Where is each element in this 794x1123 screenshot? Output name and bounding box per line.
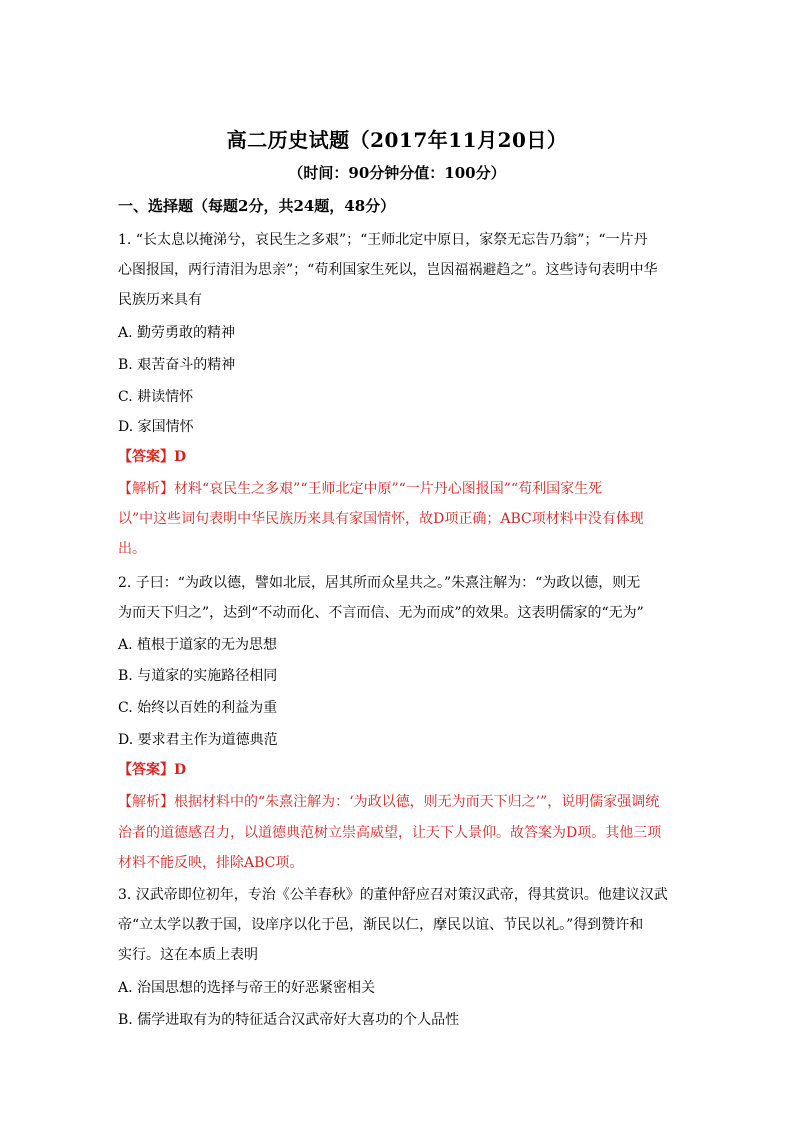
q1-stem-line: 心图报国，两行清泪为思亲”；“苟利国家生死以，岂因福祸避趋之”。这些诗句表明中华 (118, 262, 658, 278)
q2-option-b: B. 与道家的实施路径相同 (118, 668, 278, 684)
q1-answer: 【答案】D (118, 449, 187, 465)
q3-option-b: B. 儒学进取有为的特征适合汉武帝好大喜功的个人品性 (118, 1012, 460, 1028)
q2-analysis-line: 材料不能反映，排除ABC项。 (118, 855, 304, 871)
q1-stem-line: 民族历来具有 (118, 292, 202, 308)
q2-analysis-line: 【解析】根据材料中的“朱熹注解为：‘为政以德，则无为而天下归之’”，说明儒家强调统 (118, 794, 660, 810)
q2-stem-line: 2. 子曰：“为政以德，譬如北辰，居其所而众星共之。”朱熹注解为：“为政以德，则无 (118, 575, 641, 591)
q1-option-b: B. 艰苦奋斗的精神 (118, 357, 236, 373)
section-heading: 一、选择题（每题2分，共24题，48分） (118, 197, 396, 215)
q2-option-d: D. 要求君主作为道德典范 (118, 732, 278, 748)
q1-option-c: C. 耕读情怀 (118, 389, 194, 405)
q3-stem-line: 帝“立太学以教于国，设庠序以化于邑，渐民以仁，摩民以谊、节民以礼。”得到赞许和 (118, 917, 644, 933)
q1-option-d: D. 家国情怀 (118, 419, 194, 435)
q2-stem-line: 为而天下归之”，达到“不动而化、不言而信、无为而成”的效果。这表明儒家的“无为” (118, 605, 644, 621)
q2-analysis-line: 治者的道德感召力，以道德典范树立崇高威望，让天下人景仰。故答案为D项。其他三项 (118, 825, 662, 841)
q1-analysis-line: 出。 (118, 541, 146, 557)
q2-option-c: C. 始终以百姓的利益为重 (118, 700, 278, 716)
q2-option-a: A. 植根于道家的无为思想 (118, 637, 278, 653)
q3-stem-line: 实行。这在本质上表明 (118, 947, 258, 963)
q1-analysis-line: 【解析】材料“哀民生之多艰”“王师北定中原”“一片丹心图报国”“苟利国家生死 (118, 481, 603, 497)
page-title: 高二历史试题（2017年11月20日） (226, 128, 568, 152)
q3-option-a: A. 治国思想的选择与帝王的好恶紧密相关 (118, 980, 376, 996)
q1-option-a: A. 勤劳勇敢的精神 (118, 325, 236, 341)
q1-analysis-line: 以”中这些词句表明中华民族历来具有家国情怀，故D项正确；ABC项材料中没有体现 (118, 511, 644, 527)
page-subtitle: （时间：90分钟分值：100分） (288, 164, 506, 182)
q2-answer: 【答案】D (118, 762, 187, 778)
q3-stem-line: 3. 汉武帝即位初年，专治《公羊春秋》的董仲舒应召对策汉武帝，得其赏识。他建议汉武 (118, 887, 668, 903)
q1-stem-line: 1. “长太息以掩涕兮，哀民生之多艰”；“王师北定中原日，家祭无忘告乃翁”；“一片丹 (118, 232, 648, 248)
